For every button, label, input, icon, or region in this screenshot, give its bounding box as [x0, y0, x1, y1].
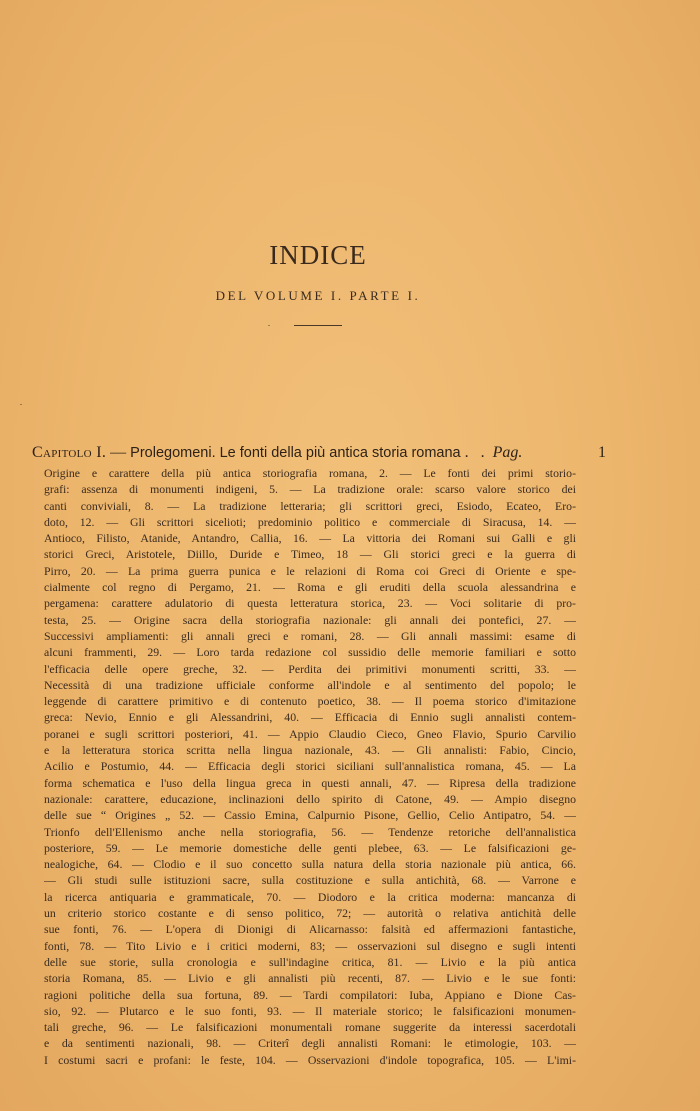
contents-line: posteriore, 59. — Le memorie domestiche delle genti plebee, 63. — Le falsificazioni ge-: [44, 840, 576, 855]
contents-line: un criterio storico costante e di senso politico, 72; — autorità o relativa antichità delle: [44, 906, 576, 921]
contents-line: — Gli studi sulle istituzioni sacre, sulla costituzione e sulla antichità, 68. — Varrone e: [44, 873, 576, 888]
contents-line: pergamena: carattere adulatorio di questa letteratura storica, 23. — Voci solitarie di pro-: [44, 596, 576, 611]
contents-line: delle sue “ Origines „ 52. — Cassio Emina, Calpurnio Pisone, Gellio, Celio Antipatro, 54. —: [44, 808, 576, 823]
contents-line: testa, 25. — Origine sacra della storiografia nazionale: gli annali dei pontefici, 27. —: [44, 612, 576, 627]
page-title: INDICE: [269, 240, 367, 270]
contents-line: tali greche, 96. — Le falsificazioni monumentali romane suggerite da interessi sacerdotali: [44, 1020, 576, 1035]
chapter-title: Prolegomeni. Le fonti della più antica storia romana: [130, 445, 461, 461]
contents-line: e la letteratura storica scritta nella lingua nazionale, 43. — Gli annalisti: Fabio, Cincio,: [44, 743, 576, 758]
contents-line: fonti, 78. — Tito Livio e i critici moderni, 83; — osservazioni sul disegno e sugli intenti: [44, 938, 576, 953]
contents-line: leggende di carattere primitivo e di contenuto poetico, 38. — Il poema storico d'imitazione: [44, 694, 576, 709]
chapter-label: Capitolo I.: [32, 444, 107, 461]
contents-line: cialmente col regno di Pergamo, 21. — Roma e gli eruditi della scuola alessandrina e: [44, 580, 576, 595]
contents-line: storici Greci, Aristotele, Diillo, Duride e Timeo, 18 — Gli storici greci e la guerra di: [44, 547, 576, 562]
contents-line: delle sue storie, sulla cronologia e sull'indagine critica, 81. — Livio e la più antica: [44, 954, 576, 969]
contents-line: Trionfo dell'Ellenismo anche nella storiografia, 56. — Tendenze retoriche dell'annalistica: [44, 824, 576, 839]
volume-subtitle: DEL VOLUME I. PARTE I.: [215, 288, 421, 303]
contents-line: e da sentimenti nazionali, 98. — Criterî degli annalisti Romani: le etimologie, 103. —: [44, 1036, 576, 1051]
contents-line: I costumi sacri e profani: le feste, 104. — Osservazioni d'indole topografica, 105. — L'imi-: [44, 1052, 576, 1067]
contents-line: sue fonti, 76. — L'opera di Dionigi di Alicarnasso: falsità ed affermazioni fantastiche,: [44, 922, 576, 937]
contents-line: ragioni politiche della sua fortuna, 89. — Tardi compilatori: Iuba, Appiano e Dione Cas-: [44, 987, 576, 1002]
contents-line: poranei e sugli scrittori posteriori, 41. — Appio Claudio Cieco, Gneo Flavio, Spurio Carvilio: [44, 726, 576, 741]
contents-line: Pirro, 20. — La prima guerra punica e le relazioni di Roma coi Greci di Oriente e spe-: [44, 563, 576, 578]
chapter-contents: [44, 465, 576, 1068]
chapter-page-number: 1: [598, 444, 606, 461]
contents-line: forma schematica e l'uso della lingua greca in questi annali, 47. — Ripresa della tradizione: [44, 775, 576, 790]
chapter-leader-dots: . .: [464, 444, 489, 461]
contents-line: canti conviviali, 8. — La tradizione letteraria; gli scrittori greci, Esiodo, Ecateo, Ero-: [44, 498, 576, 513]
chapter-pag-label: Pag.: [492, 444, 523, 461]
contents-line: nealogiche, 64. — Clodio e il suo concetto sulla natura della storia nazionale più antica, 66.: [44, 857, 576, 872]
contents-line: Successivi ampliamenti: gli annali greci e romani, 28. — Gli annali massimi: esame di: [44, 628, 576, 643]
chapter-heading: [32, 444, 612, 462]
contents-line: sio, 92. — Plutarco e le suo fonti, 93. — Il materiale storico; le falsificazioni monumen-: [44, 1003, 576, 1018]
chapter-dash: —: [110, 444, 127, 461]
contents-line: alcuni frammenti, 29. — Loro tarda redazione col sussidio delle memorie familiari e sotto: [44, 645, 576, 660]
contents-line: la ricerca antiquaria e grammaticale, 70. — Diodoro e la critica moderna: mancanza di: [44, 889, 576, 904]
contents-line: greca: Nevio, Ennio e gli Alessandrini, 40. — Efficacia di Ennio sugli annalisti contem-: [44, 710, 576, 725]
contents-line: Necessità di una tradizione ufficiale conforme all'indole e al sentimento del popolo; le: [44, 677, 576, 692]
contents-line: storia Romana, 85. — Livio e gli annalisti più recenti, 87. — Livio e le sue fonti:: [44, 971, 576, 986]
contents-line: Acilio e Postumio, 44. — Efficacia degli storici siciliani sull'annalistica romana, 45. — La: [44, 759, 576, 774]
title-divider: [294, 325, 342, 326]
paper-speck: [20, 404, 22, 405]
contents-line: nazionale: carattere, educazione, inclinazioni dello spirito di Catone, 49. — Ampio disegno: [44, 791, 576, 806]
contents-line: doto, 12. — Gli scrittori sicelioti; predominio politico e commerciale di Siracusa, 14. —: [44, 514, 576, 529]
paper-speck: [268, 325, 270, 326]
contents-line: l'efficacia delle opere greche, 32. — Perdita dei primitivi monumenti scritti, 33. —: [44, 661, 576, 676]
contents-line: Origine e carattere della più antica storiografia romana, 2. — Le fonti dei primi storio-: [44, 466, 576, 480]
contents-line: Antioco, Filisto, Atanide, Antandro, Callia, 16. — La vittoria dei Romani sui Galli e gli: [44, 531, 576, 546]
contents-line: grafi: assenza di monumenti indigeni, 5. — La tradizione orale: scarso valore storico dei: [44, 482, 576, 497]
